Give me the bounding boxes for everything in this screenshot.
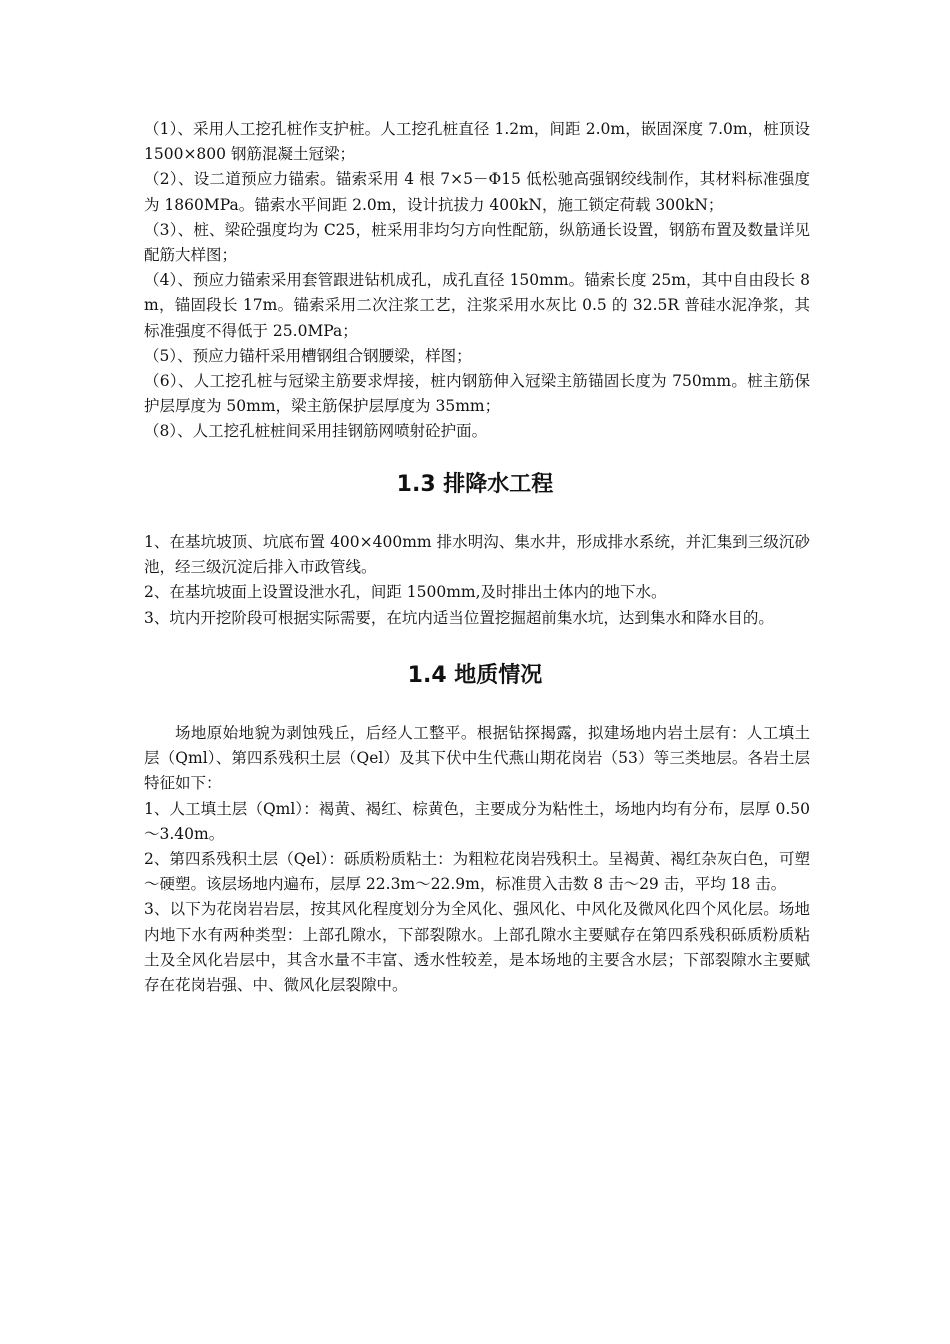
pile-item-1: （1）、采用人工挖孔桩作支护桩。人工挖孔桩直径 1.2m，间距 2.0m，嵌固深度 7.0m，桩顶设 1500×800 钢筋混凝土冠梁； <box>144 120 810 164</box>
geology-item-3: 3、以下为花岗岩岩层，按其风化程度划分为全风化、强风化、中风化及微风化四个风化层。场地内地下水有两种类型：上部孔隙水，下部裂隙水。上部孔隙水主要赋存在第四系残积砾质粉质粘土及全风化岩层中，其含水量不丰富、透水性较差，是本场地的主要含水层；下部裂隙水主要赋存在花岗岩强、中、微风化层裂隙中。 <box>144 900 810 995</box>
pile-item-6: （6）、人工挖孔桩与冠梁主筋要求焊接，桩内钢筋伸入冠梁主筋锚固长度为 750mm。桩主筋保护层厚度为 50mm，梁主筋保护层厚度为 35mm； <box>144 372 810 416</box>
geology-heading: 1.4 地质情况 <box>407 663 543 688</box>
pile-item-2: （2）、设二道预应力锚索。锚索采用 4 根 7×5－Φ15 低松驰高强钢绞线制作，其材料标准强度为 1860MPa。锚索水平间距 2.0m，设计抗拔力 400kN，施工锁定荷载 300kN； <box>144 170 810 214</box>
geology-intro: 场地原始地貌为剥蚀残丘，后经人工整平。根据钻探揭露，拟建场地内岩土层有：人工填土层（Qml）、第四系残积土层（Qel）及其下伏中生代燕山期花岗岩（53）等三类地层。各岩土层特征如下： <box>144 724 810 793</box>
pile-item-8: （8）、人工挖孔桩桩间采用挂钢筋网喷射砼护面。 <box>144 422 488 441</box>
pile-support-section <box>144 117 810 445</box>
drainage-section <box>144 530 810 631</box>
drainage-item-3: 3、坑内开挖阶段可根据实际需要，在坑内适当位置挖掘超前集水坑，达到集水和降水目的。 <box>144 608 774 627</box>
geology-item-2: 2、第四系残积土层（Qel）：砾质粉质粘土：为粗粒花岗岩残积土。呈褐黄、褐红杂灰白色，可塑～硬塑。该层场地内遍布，层厚 22.3m～22.9m，标准贯入击数 8 击～29 击，平均 18 击。 <box>144 850 810 894</box>
drainage-item-1: 1、在基坑坡顶、坑底布置 400×400mm 排水明沟、集水井，形成排水系统，并汇集到三级沉砂池，经三级沉淀后排入市政管线。 <box>144 533 810 577</box>
geology-section <box>144 721 810 998</box>
pile-item-4: （4）、预应力锚索采用套管跟进钻机成孔，成孔直径 150mm。锚索长度 25m，其中自由段长 8m，锚固段长 17m。锚索采用二次注浆工艺，注浆采用水灰比 0.5 的 32.5R 普硅水泥净浆，其标准强度不得低于 25.0MPa； <box>144 271 810 340</box>
drainage-heading: 1.3 排降水工程 <box>396 472 554 497</box>
drainage-item-2: 2、在基坑坡面上设置设泄水孔，间距 1500mm,及时排出土体内的地下水。 <box>144 583 667 602</box>
pile-item-5: （5）、预应力锚杆采用槽钢组合钢腰梁，样图； <box>144 346 472 365</box>
geology-item-1: 1、人工填土层（Qml）：褐黄、褐红、棕黄色，主要成分为粘性土，场地内均有分布，层厚 0.50～3.40m。 <box>144 799 810 843</box>
pile-item-3: （3）、桩、梁砼强度均为 C25，桩采用非均匀方向性配筋，纵筋通长设置，钢筋布置及数量详见配筋大样图； <box>144 220 810 265</box>
